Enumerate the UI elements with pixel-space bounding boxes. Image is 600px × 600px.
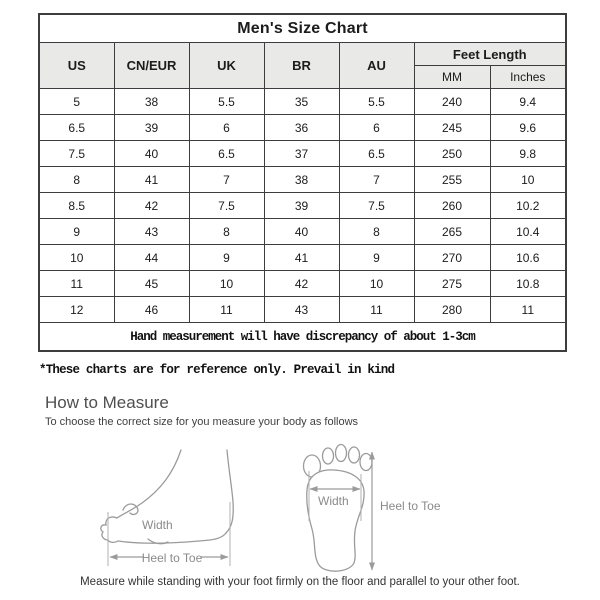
table-cell: 10: [189, 271, 264, 297]
table-cell: 38: [114, 89, 189, 115]
table-cell: 9.8: [490, 141, 566, 167]
table-cell: 10: [39, 245, 114, 271]
table-cell: 11: [339, 297, 414, 323]
table-row: [39, 141, 566, 167]
table-cell: 12: [39, 297, 114, 323]
size-table-body: [39, 89, 566, 323]
measure-caption: Measure while standing with your foot firmly on the floor and parallel to your other foot.: [80, 576, 520, 588]
width-label-side: Width: [142, 518, 173, 532]
table-cell: 245: [414, 115, 490, 141]
table-cell: 5: [39, 89, 114, 115]
table-cell: 5.5: [189, 89, 264, 115]
table-cell: 5.5: [339, 89, 414, 115]
table-cell: 43: [264, 297, 339, 323]
table-row: [39, 271, 566, 297]
table-note: Hand measurement will have discrepancy of about 1-3cm: [39, 323, 566, 352]
table-cell: 8: [39, 167, 114, 193]
table-row: [39, 167, 566, 193]
table-cell: 8: [189, 219, 264, 245]
table-row: [39, 89, 566, 115]
table-cell: 7.5: [39, 141, 114, 167]
how-to-measure-heading: How to Measure: [45, 393, 169, 412]
table-cell: 270: [414, 245, 490, 271]
table-cell: 7: [189, 167, 264, 193]
table-cell: 7.5: [339, 193, 414, 219]
table-cell: 38: [264, 167, 339, 193]
table-cell: 39: [264, 193, 339, 219]
width-label-footprint: Width: [318, 494, 349, 508]
table-cell: 6: [189, 115, 264, 141]
table-cell: 41: [264, 245, 339, 271]
table-cell: 6: [339, 115, 414, 141]
table-cell: 6.5: [39, 115, 114, 141]
table-cell: 46: [114, 297, 189, 323]
table-cell: 8.5: [39, 193, 114, 219]
table-cell: 7: [339, 167, 414, 193]
table-cell: 10: [339, 271, 414, 297]
table-cell: 42: [264, 271, 339, 297]
table-cell: 250: [414, 141, 490, 167]
table-cell: 260: [414, 193, 490, 219]
table-cell: 10: [490, 167, 566, 193]
table-cell: 40: [114, 141, 189, 167]
table-header-row: [39, 43, 566, 66]
mens-size-chart-table: [38, 13, 567, 352]
table-note-row: [39, 323, 566, 352]
table-row: [39, 245, 566, 271]
table-cell: 43: [114, 219, 189, 245]
table-cell: 8: [339, 219, 414, 245]
table-cell: 9.6: [490, 115, 566, 141]
col-header-mm: MM: [414, 66, 490, 89]
table-cell: 9: [339, 245, 414, 271]
table-cell: 9: [39, 219, 114, 245]
table-cell: 275: [414, 271, 490, 297]
col-header-inches: Inches: [490, 66, 566, 89]
heel-to-toe-label-side: Heel to Toe: [141, 551, 203, 565]
table-row: [39, 115, 566, 141]
table-cell: 11: [490, 297, 566, 323]
table-cell: 40: [264, 219, 339, 245]
table-cell: 255: [414, 167, 490, 193]
col-header-au: AU: [339, 43, 414, 89]
col-header-us: US: [39, 43, 114, 89]
table-cell: 41: [114, 167, 189, 193]
table-cell: 10.4: [490, 219, 566, 245]
table-cell: 240: [414, 89, 490, 115]
table-cell: 265: [414, 219, 490, 245]
table-row: [39, 219, 566, 245]
table-cell: 45: [114, 271, 189, 297]
heel-to-toe-label-footprint: Heel to Toe: [380, 499, 441, 513]
table-cell: 42: [114, 193, 189, 219]
table-cell: 9: [189, 245, 264, 271]
table-cell: 10.2: [490, 193, 566, 219]
col-header-uk: UK: [189, 43, 264, 89]
table-cell: 11: [39, 271, 114, 297]
table-title-row: [39, 14, 566, 43]
table-cell: 44: [114, 245, 189, 271]
table-cell: 35: [264, 89, 339, 115]
table-cell: 11: [189, 297, 264, 323]
table-cell: 280: [414, 297, 490, 323]
table-cell: 39: [114, 115, 189, 141]
table-row: [39, 193, 566, 219]
table-cell: 37: [264, 141, 339, 167]
table-cell: 10.8: [490, 271, 566, 297]
col-header-br: BR: [264, 43, 339, 89]
col-header-feet-length: Feet Length: [414, 43, 566, 66]
table-title: Men's Size Chart: [39, 14, 566, 43]
how-to-measure-subtext: To choose the correct size for you measure your body as follows: [45, 416, 359, 428]
table-cell: 6.5: [189, 141, 264, 167]
col-header-cneur: CN/EUR: [114, 43, 189, 89]
measure-diagram: [60, 426, 540, 576]
table-row: [39, 297, 566, 323]
table-cell: 36: [264, 115, 339, 141]
reference-note: *These charts are for reference only. Prevail in kind: [39, 363, 395, 377]
table-cell: 10.6: [490, 245, 566, 271]
table-cell: 9.4: [490, 89, 566, 115]
table-cell: 7.5: [189, 193, 264, 219]
table-cell: 6.5: [339, 141, 414, 167]
